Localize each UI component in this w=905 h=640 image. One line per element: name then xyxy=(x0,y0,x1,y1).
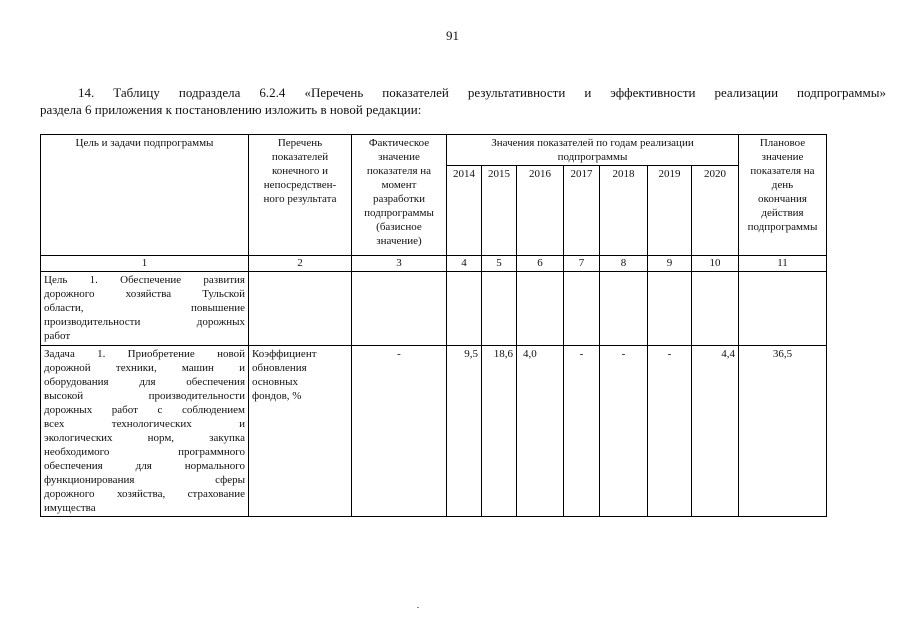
column-number: 10 xyxy=(692,256,739,272)
task-line: функционирования сферы xyxy=(44,474,245,486)
header-planned-line: день xyxy=(771,179,794,191)
header-year: 2016 xyxy=(517,166,564,256)
column-number: 3 xyxy=(352,256,447,272)
header-year: 2014 xyxy=(447,166,482,256)
header-year: 2020 xyxy=(692,166,739,256)
goal-line: дорожного хозяйства Тульской xyxy=(44,288,245,300)
task-line: всех технологических и xyxy=(44,418,245,430)
empty-cell xyxy=(648,272,692,346)
header-planned-line: действия xyxy=(761,207,804,219)
header-actual-line: подпрограммы xyxy=(364,207,434,219)
header-row-1 xyxy=(41,135,827,166)
column-number: 4 xyxy=(447,256,482,272)
task-year-value: - xyxy=(648,346,692,517)
header-actual-line: Фактическое xyxy=(368,137,430,149)
header-years-group-line: подпрограммы xyxy=(557,151,628,163)
column-number: 2 xyxy=(249,256,352,272)
task-line: имущества xyxy=(44,502,96,514)
goal-row xyxy=(41,272,827,346)
task-actual-value: - xyxy=(352,346,447,517)
header-indicators-line: ного результата xyxy=(263,193,337,205)
goal-line: области, повышение xyxy=(44,302,245,314)
goal-cell xyxy=(41,272,249,346)
intro-line-1: 14. Таблицу подраздела 6.2.4 «Перечень показателей результативности и эффективности реализации подпрограммы» xyxy=(78,85,886,100)
header-year: 2019 xyxy=(648,166,692,256)
task-line: дорожной техники, машин и xyxy=(44,362,245,374)
page-number: 91 xyxy=(446,28,459,43)
empty-cell xyxy=(517,272,564,346)
column-number: 11 xyxy=(739,256,827,272)
empty-cell xyxy=(692,272,739,346)
task-indicator-line: фондов, % xyxy=(252,390,302,402)
header-planned-line: Плановое xyxy=(759,137,806,149)
header-indicators xyxy=(249,135,352,256)
task-line: экологических норм, закупка xyxy=(44,432,245,444)
task-row xyxy=(41,346,827,517)
task-line: дорожных работ с соблюдением xyxy=(44,404,245,416)
numbering-row xyxy=(41,256,827,272)
task-year-value: 9,5 xyxy=(447,346,482,517)
task-planned-value: 36,5 xyxy=(739,346,827,517)
empty-cell xyxy=(600,272,648,346)
task-indicator-line: обновления xyxy=(252,362,307,374)
task-line: обеспечения для нормального xyxy=(44,460,245,472)
header-indicators-line: показателей xyxy=(271,151,329,163)
task-cell xyxy=(41,346,249,517)
header-goal: Цель и задачи подпрограммы xyxy=(41,135,249,256)
header-planned-line: значение xyxy=(761,151,804,163)
column-number: 9 xyxy=(648,256,692,272)
intro-line-2: раздела 6 приложения к постановлению изложить в новой редакции: xyxy=(40,102,422,117)
goal-line: производительности дорожных xyxy=(44,316,245,328)
task-year-value: 4,4 xyxy=(692,346,739,517)
empty-cell xyxy=(564,272,600,346)
header-actual-line: (базисное xyxy=(376,221,422,233)
empty-cell xyxy=(482,272,517,346)
task-line: высокой производительности xyxy=(44,390,245,402)
task-year-value: - xyxy=(600,346,648,517)
header-actual-line: значение) xyxy=(376,235,422,247)
header-years-group xyxy=(447,135,739,166)
header-planned-line: показателя на xyxy=(750,165,815,177)
intro-paragraph xyxy=(40,84,886,118)
header-actual-line: значение xyxy=(378,151,420,163)
header-actual-line: показателя на xyxy=(366,165,432,177)
header-year: 2018 xyxy=(600,166,648,256)
task-line: необходимого программного xyxy=(44,446,245,458)
header-planned-line: окончания xyxy=(758,193,807,205)
column-number: 6 xyxy=(517,256,564,272)
task-year-value: 18,6 xyxy=(482,346,517,517)
header-actual xyxy=(352,135,447,256)
empty-cell xyxy=(249,272,352,346)
task-indicator-cell xyxy=(249,346,352,517)
header-year: 2015 xyxy=(482,166,517,256)
task-indicator-line: основных xyxy=(252,376,299,388)
goal-line: работ xyxy=(44,330,71,342)
empty-cell xyxy=(739,272,827,346)
column-number: 7 xyxy=(564,256,600,272)
task-indicator-line: Коэффициент xyxy=(252,348,317,360)
column-number: 8 xyxy=(600,256,648,272)
task-year-value: - xyxy=(564,346,600,517)
empty-cell xyxy=(447,272,482,346)
header-planned xyxy=(739,135,827,256)
header-actual-line: момент xyxy=(381,179,417,191)
scan-speck xyxy=(417,607,419,608)
column-number: 5 xyxy=(482,256,517,272)
header-indicators-line: Перечень xyxy=(277,137,323,149)
task-line: Задача 1. Приобретение новой xyxy=(44,348,245,360)
empty-cell xyxy=(352,272,447,346)
task-line: дорожного хозяйства, страхование xyxy=(44,488,245,500)
task-year-value: 4,0 xyxy=(517,346,564,517)
indicators-table xyxy=(40,134,827,517)
header-indicators-line: конечного и xyxy=(271,165,329,177)
header-planned-line: подпрограммы xyxy=(747,221,818,233)
header-actual-line: разработки xyxy=(372,193,426,205)
goal-line: Цель 1. Обеспечение развития xyxy=(44,274,245,286)
header-years-group-line: Значения показателей по годам реализации xyxy=(491,137,694,149)
header-indicators-line: непосредствен- xyxy=(263,179,337,191)
task-line: оборудования для обеспечения xyxy=(44,376,245,388)
column-number: 1 xyxy=(41,256,249,272)
header-year: 2017 xyxy=(564,166,600,256)
